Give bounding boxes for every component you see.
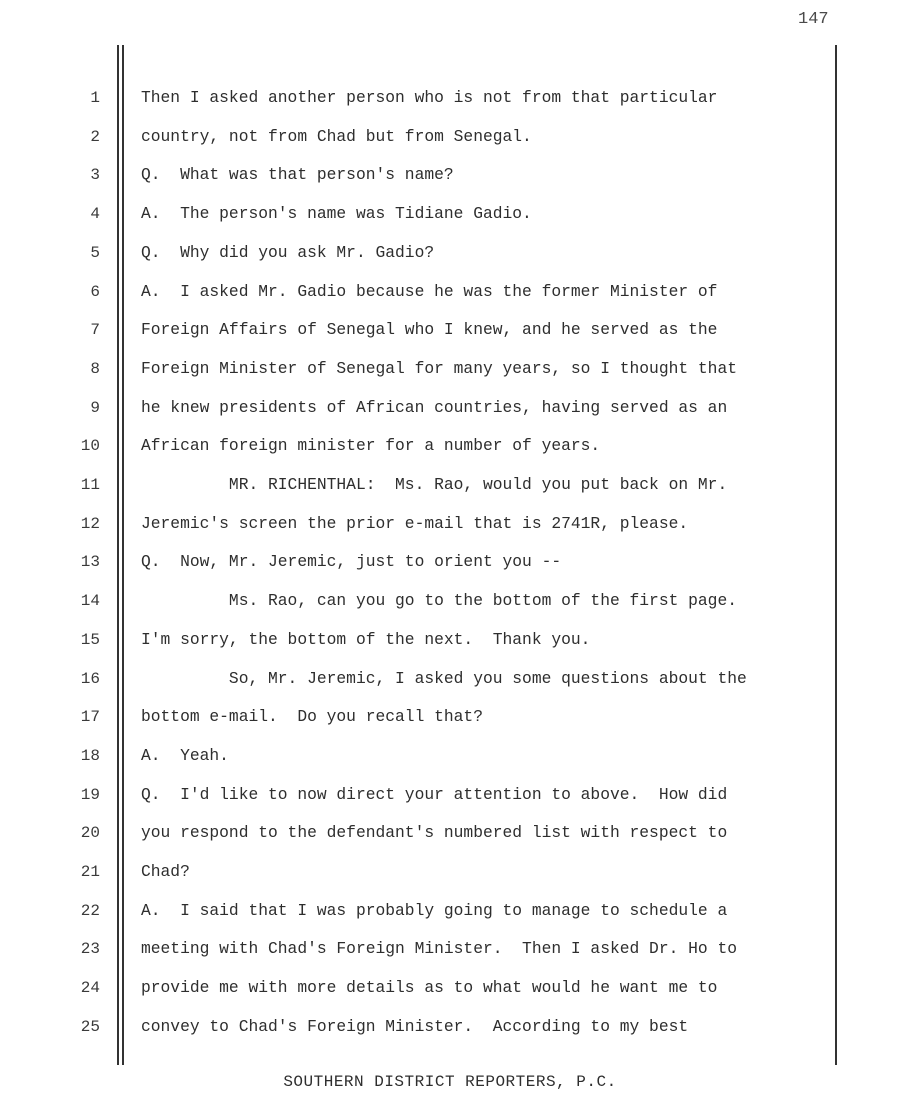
footer: SOUTHERN DISTRICT REPORTERS, P.C. bbox=[283, 1073, 617, 1091]
transcript-line bbox=[0, 930, 900, 968]
transcript-line bbox=[0, 273, 900, 311]
transcript-line bbox=[0, 311, 900, 349]
line-number: 23 bbox=[80, 940, 100, 959]
line-number: 25 bbox=[80, 1017, 100, 1036]
transcript-line bbox=[0, 350, 900, 388]
page-number: 147 bbox=[798, 10, 829, 29]
transcript-line bbox=[0, 582, 900, 620]
line-number: 4 bbox=[90, 205, 100, 224]
line-number: 1 bbox=[90, 89, 100, 107]
line-text: Q. What was that person's name? bbox=[141, 165, 454, 185]
line-text: A. I said that I was probably going to manage to schedule a bbox=[141, 900, 728, 920]
line-text: A. The person's name was Tidiane Gadio. bbox=[141, 204, 532, 224]
line-text: Ms. Rao, can you go to the bottom of the first page. bbox=[141, 591, 737, 611]
line-text: I'm sorry, the bottom of the next. Thank you. bbox=[141, 629, 591, 649]
line-text: meeting with Chad's Foreign Minister. Then I asked Dr. Ho to bbox=[141, 939, 737, 959]
line-text: African foreign minister for a number of years. bbox=[141, 436, 601, 456]
line-number: 18 bbox=[80, 746, 100, 765]
transcript-line bbox=[0, 543, 900, 581]
transcript-line bbox=[0, 776, 900, 814]
transcript-line bbox=[0, 466, 900, 504]
line-number: 8 bbox=[90, 359, 100, 378]
line-number: 14 bbox=[80, 592, 100, 611]
line-text: Q. Now, Mr. Jeremic, just to orient you -- bbox=[141, 552, 562, 572]
transcript-line bbox=[0, 892, 900, 930]
line-text: Chad? bbox=[141, 862, 190, 881]
transcript-line bbox=[0, 737, 900, 775]
transcript-line bbox=[0, 853, 900, 891]
line-number: 16 bbox=[80, 669, 100, 688]
line-text: So, Mr. Jeremic, I asked you some questions about the bbox=[141, 668, 747, 688]
line-number: 2 bbox=[90, 127, 100, 146]
line-number: 17 bbox=[80, 708, 100, 727]
transcript-line bbox=[0, 156, 900, 194]
line-number: 21 bbox=[80, 863, 100, 881]
line-number: 10 bbox=[80, 437, 100, 456]
line-number: 9 bbox=[90, 398, 100, 417]
transcript-line bbox=[0, 621, 900, 659]
line-number: 22 bbox=[80, 901, 100, 920]
line-text: A. Yeah. bbox=[141, 745, 229, 765]
line-text: he knew presidents of African countries, having served as an bbox=[141, 397, 728, 417]
line-number: 20 bbox=[80, 824, 100, 843]
transcript-line bbox=[0, 698, 900, 736]
line-number: 6 bbox=[90, 282, 100, 301]
transcript-line bbox=[0, 195, 900, 233]
line-text: Foreign Minister of Senegal for many years, so I thought that bbox=[141, 358, 737, 378]
transcript-line bbox=[0, 389, 900, 427]
line-number: 11 bbox=[80, 476, 100, 494]
transcript-line bbox=[0, 505, 900, 543]
transcript-line bbox=[0, 79, 900, 117]
line-text: Jeremic's screen the prior e-mail that is 2741R, please. bbox=[141, 513, 689, 533]
transcript-line bbox=[0, 118, 900, 156]
transcript-line bbox=[0, 814, 900, 852]
line-text: A. I asked Mr. Gadio because he was the former Minister of bbox=[141, 281, 718, 301]
transcript-line bbox=[0, 1008, 900, 1046]
line-text: Q. Why did you ask Mr. Gadio? bbox=[141, 242, 435, 262]
line-number: 19 bbox=[80, 785, 100, 804]
line-text: bottom e-mail. Do you recall that? bbox=[141, 707, 483, 727]
line-text: provide me with more details as to what would he want me to bbox=[141, 978, 718, 998]
line-number: 24 bbox=[80, 979, 100, 998]
line-text: convey to Chad's Foreign Minister. According to my best bbox=[141, 1016, 689, 1036]
line-number: 13 bbox=[80, 553, 100, 572]
line-number: 7 bbox=[90, 321, 100, 340]
transcript-line bbox=[0, 660, 900, 698]
line-number: 15 bbox=[80, 630, 100, 649]
line-text: Q. I'd like to now direct your attention to above. How did bbox=[141, 784, 728, 804]
line-text: country, not from Chad but from Senegal. bbox=[141, 126, 532, 146]
transcript-line bbox=[0, 427, 900, 465]
line-number: 12 bbox=[80, 514, 100, 533]
line-text: Then I asked another person who is not from that particular bbox=[141, 88, 718, 107]
line-number: 5 bbox=[90, 243, 100, 262]
line-text: Foreign Affairs of Senegal who I knew, and he served as the bbox=[141, 320, 718, 340]
line-number: 3 bbox=[90, 166, 100, 185]
transcript-line bbox=[0, 969, 900, 1007]
line-text: MR. RICHENTHAL: Ms. Rao, would you put back on Mr. bbox=[141, 475, 728, 494]
transcript-line bbox=[0, 234, 900, 272]
line-text: you respond to the defendant's numbered list with respect to bbox=[141, 823, 728, 843]
